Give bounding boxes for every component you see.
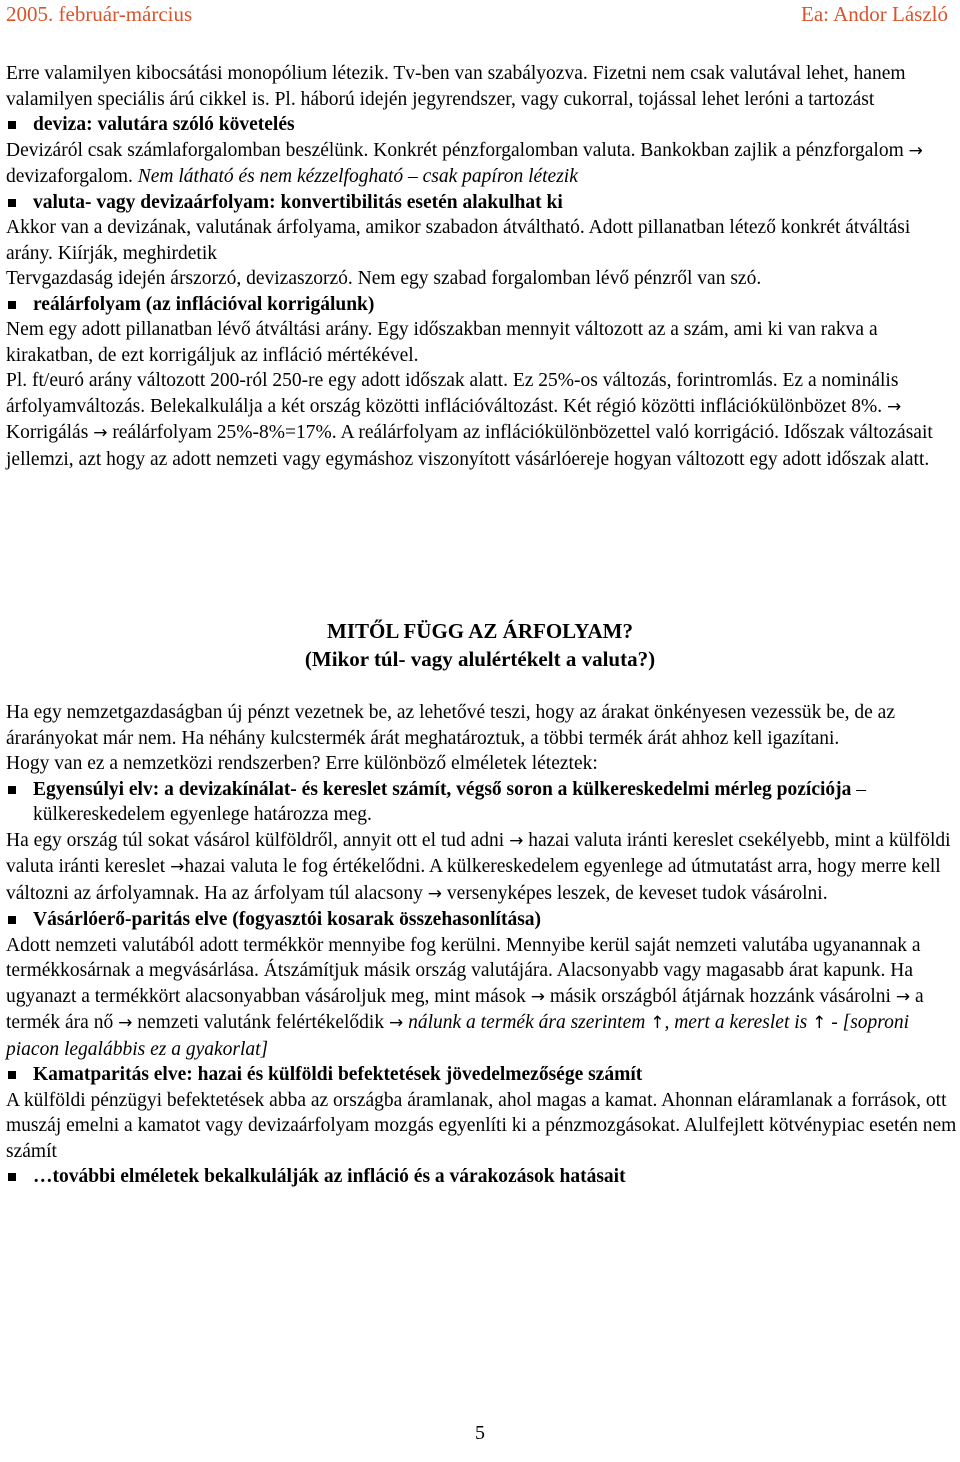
paragraph-egyensulyi: [6, 828, 960, 908]
paragraph-new-currency: Ha egy nemzetgazdaságban új pénzt vezetnek be, az lehetővé teszi, hogy az árakat önkényesen vezessük be, de az árarányokat már nem. Ha néhány kulcstermék árát meghatároztuk, a többi termék árát ahhoz kell igazítani.: [6, 702, 895, 749]
section-title: MITŐL FÜGG AZ ÁRFOLYAM?: [327, 619, 633, 643]
paragraph-vasarloero: [6, 933, 960, 1063]
bullet-text: Kamatparitás elve: hazai és külföldi befektetések jövedelmezősége számít: [33, 1064, 643, 1085]
square-bullet-icon: [8, 301, 16, 309]
arrow-right-icon: →: [895, 986, 911, 1007]
italic-note: - [soproni piacon legalábbis ez a gyakorlat]: [6, 1012, 910, 1060]
text: a termék ára nő: [6, 985, 924, 1033]
text: Adott nemzeti valutából adott termékkör mennyibe fog kerülni. Mennyibe kerül saját nemzeti valutába ugyanannak a termékkosárnak a megvásárlása. Átszámítjuk másik ország valutájára. Alacsonyabb vagy magasabb árat kapunk. Ha ugyanazt a termékkört alacsonyabban vásároljuk meg, mint mások: [6, 934, 921, 1007]
bullet-text: Vásárlóerő-paritás elve (fogyasztói kosarak összehasonlítása): [33, 909, 542, 930]
bullet-text: …további elméletek bekalkulálják az infláció és a várakozások hatásait: [33, 1166, 626, 1187]
paragraph-arfolyam: Akkor van a devizának, valutának árfolyama, amikor szabadon átváltható. Adott pillanatban létező konkrét átváltási arány. Kiírják, meghirdetik: [6, 217, 911, 264]
bullet-realarfolyam: [6, 292, 956, 318]
bullet-text: Egyensúlyi elv: a devizakínálat- és kereslet számít, végső soron a külkereskedelmi mérleg pozíciója: [33, 778, 852, 800]
square-bullet-icon: [8, 121, 16, 129]
text: Korrigálás: [6, 422, 89, 443]
italic-note: nálunk a termék ára szerintem: [408, 1012, 646, 1033]
bullet-deviza: [6, 112, 956, 138]
bullet-tovabbi-elmeletek: [6, 1164, 960, 1190]
arrow-right-icon: →: [118, 1013, 133, 1033]
section-subtitle: (Mikor túl- vagy alulértékelt a valuta?): [304, 647, 656, 671]
square-bullet-icon: [8, 916, 16, 924]
square-bullet-icon: [8, 1071, 16, 1079]
arrow-right-icon: →: [530, 986, 545, 1007]
arrow-up-icon: ↑: [812, 1013, 827, 1033]
bullet-vasarloero: [6, 907, 960, 933]
square-bullet-icon: [8, 199, 16, 207]
page-number: 5: [475, 1422, 485, 1444]
bullet-text: reálárfolyam (az inflációval korrigálunk): [33, 293, 375, 315]
text: hazai valuta iránti kereslet csekélyebb, mint a külföldi valuta iránti kereslet: [6, 829, 951, 877]
paragraph-example: [6, 368, 956, 472]
bullet-kamatparitas: [6, 1062, 960, 1088]
bullet-egyensulyi-elv: [6, 777, 960, 828]
header-left: 2005. február-március: [6, 2, 193, 26]
text: másik országból átjárnak hozzánk vásárolni: [549, 985, 891, 1007]
paragraph-intro: Erre valamilyen kibocsátási monopólium létezik. Tv-ben van szabályozva. Fizetni nem csak valutával lehet, hanem valamilyen speciális árú cikkel is. Pl. háború idején jegyrendszer, vagy cukorral, tojással lehet leróni a tartozást: [6, 63, 906, 110]
italic-note: Nem látható és nem kézzelfogható – csak papíron létezik: [137, 166, 578, 187]
bullet-text: valuta- vagy devizaárfolyam: konvertibilitás esetén alakulhat ki: [33, 191, 563, 213]
text: nemzeti valutánk felértékelődik: [137, 1012, 385, 1033]
paragraph-realarfolyam: Nem egy adott pillanatban lévő átváltási arány. Egy időszakban mennyit változott az a szám, ami ki van rakva a kirakatban, de ezt korrigáljuk az infláció mértékével.: [6, 319, 878, 366]
header-right: Ea: Andor László: [801, 2, 948, 26]
arrow-right-icon: →: [908, 140, 923, 161]
text: Devizáról csak számlaforgalomban beszélünk. Konkrét pénzforgalomban valuta. Bankokban zajlik a pénzforgalom: [6, 139, 904, 161]
section-heading: [0, 617, 960, 673]
arrow-right-icon: →: [887, 396, 902, 417]
arrow-right-icon: →: [509, 830, 524, 851]
text: reálárfolyam 25%-8%=17%.: [112, 422, 337, 443]
paragraph-question: Hogy van ez a nemzetközi rendszerben? Erre különböző elméletek léteztek:: [6, 753, 598, 774]
text: A reálárfolyam az inflációkülönbözettel való korrigáció. Időszak változásait jellemzi, azt hogy az adott nemzeti vagy egymáshoz viszonyított vásárlóereje hogyan változott egy adott időszak alatt.: [6, 422, 933, 470]
arrow-right-icon: →: [93, 423, 108, 443]
bullet-text: deviza: valutára szóló követelés: [33, 114, 295, 135]
text: devizaforgalom.: [6, 166, 133, 187]
arrow-right-icon: →: [170, 857, 185, 877]
text: hazai valuta le fog értékelődni. A külkereskedelem egyenlege ad útmutatást arra, hogy merre kell változni az árfolyamnak. Ha az árfolyam túl alacsony: [6, 856, 941, 904]
arrow-right-icon: →: [388, 1013, 404, 1033]
italic-note: , mert a kereslet is: [664, 1012, 808, 1033]
text: Ha egy ország túl sokat vásárol külföldről, annyit ott el tud adni: [6, 829, 505, 851]
text: Pl. ft/euró arány változott 200-ról 250-re egy adott időszak alatt. Ez 25%-os változás, forintromlás. Ez a nominális árfolyamváltozás. Belekalkulálja a két ország közötti inflációváltozást. Két régió közötti inflációkülönbözet 8%.: [6, 370, 899, 417]
square-bullet-icon: [8, 786, 16, 794]
paragraph-deviza: [6, 138, 956, 190]
arrow-up-icon: ↑: [650, 1013, 665, 1033]
arrow-right-icon: →: [427, 883, 443, 904]
text: versenyképes leszek, de keveset tudok vásárolni.: [446, 882, 828, 904]
text: – külkereskedelem egyenlege határozza meg.: [33, 778, 867, 825]
paragraph-tervgazdasag: Tervgazdaság idején árszorzó, devizaszorzó. Nem egy szabad forgalomban lévő pénzről van szó.: [6, 268, 762, 289]
document-body: [6, 61, 956, 472]
bullet-arfolyam: [6, 190, 956, 216]
theories-section: [6, 700, 960, 1190]
paragraph-kamatparitas: A külföldi pénzügyi befektetések abba az országba áramlanak, ahol magas a kamat. Ahonnan eláramlanak a források, ott muszáj emelni a kamatot vagy devizaárfolyam mozgás egyenlíti ki a pénzmozgásokat. Alulfejlett kötvénypiac esetén nem számít: [6, 1089, 957, 1162]
square-bullet-icon: [8, 1173, 16, 1181]
